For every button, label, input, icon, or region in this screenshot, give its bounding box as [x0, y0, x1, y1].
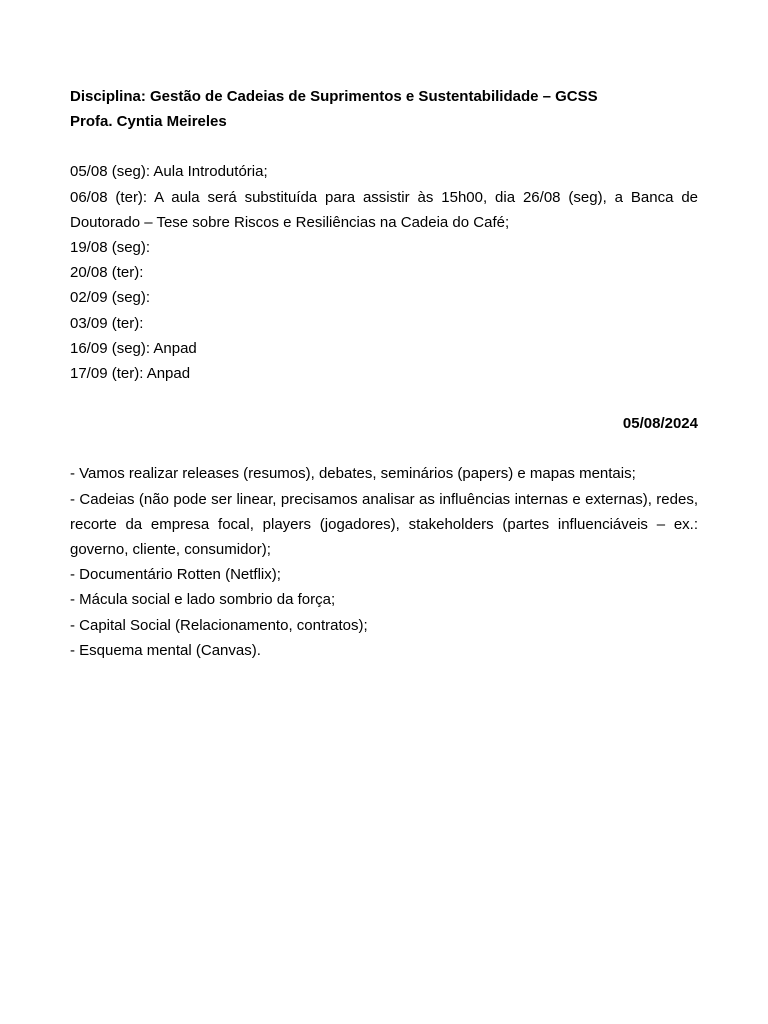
schedule-item: 03/09 (ter): [70, 314, 144, 332]
document-page [70, 84, 698, 663]
spacer [70, 386, 698, 411]
schedule-list [70, 159, 698, 386]
discipline-title: Disciplina: Gestão de Cadeias de Suprimentos e Sustentabilidade – GCSS [70, 88, 598, 105]
spacer [70, 134, 698, 159]
note-item: - Esquema mental (Canvas). [70, 641, 261, 659]
schedule-item: 16/09 (seg): Anpad [70, 339, 197, 357]
schedule-item: 06/08 (ter): A aula será substituída para assistir às 15h00, dia 26/08 (seg), a Banca de Doutorado – Tese sobre Riscos e Resiliências na Cadeia do Café; [70, 188, 698, 231]
note-item: - Vamos realizar releases (resumos), debates, seminários (papers) e mapas mentais; [70, 465, 636, 483]
note-item: - Capital Social (Relacionamento, contratos); [70, 616, 368, 634]
note-item: - Documentário Rotten (Netflix); [70, 566, 281, 584]
schedule-item: 02/09 (seg): [70, 289, 151, 307]
notes-date: 05/08/2024 [622, 415, 698, 433]
notes-list [70, 461, 698, 663]
schedule-item: 19/08 (seg): [70, 239, 151, 257]
professor-name: Profa. Cyntia Meireles [70, 113, 227, 131]
note-item: - Cadeias (não pode ser linear, precisamos analisar as influências internas e externas), redes, recorte da empresa focal, players (jogadores), stakeholders (partes influenciáveis – ex.: governo, cliente, consumidor); [70, 490, 698, 559]
note-item: - Mácula social e lado sombrio da força; [70, 591, 336, 609]
schedule-item: 05/08 (seg): Aula Introdutória; [70, 163, 268, 181]
spacer [70, 436, 698, 461]
schedule-item: 17/09 (ter): Anpad [70, 365, 191, 383]
schedule-item: 20/08 (ter): [70, 264, 144, 282]
